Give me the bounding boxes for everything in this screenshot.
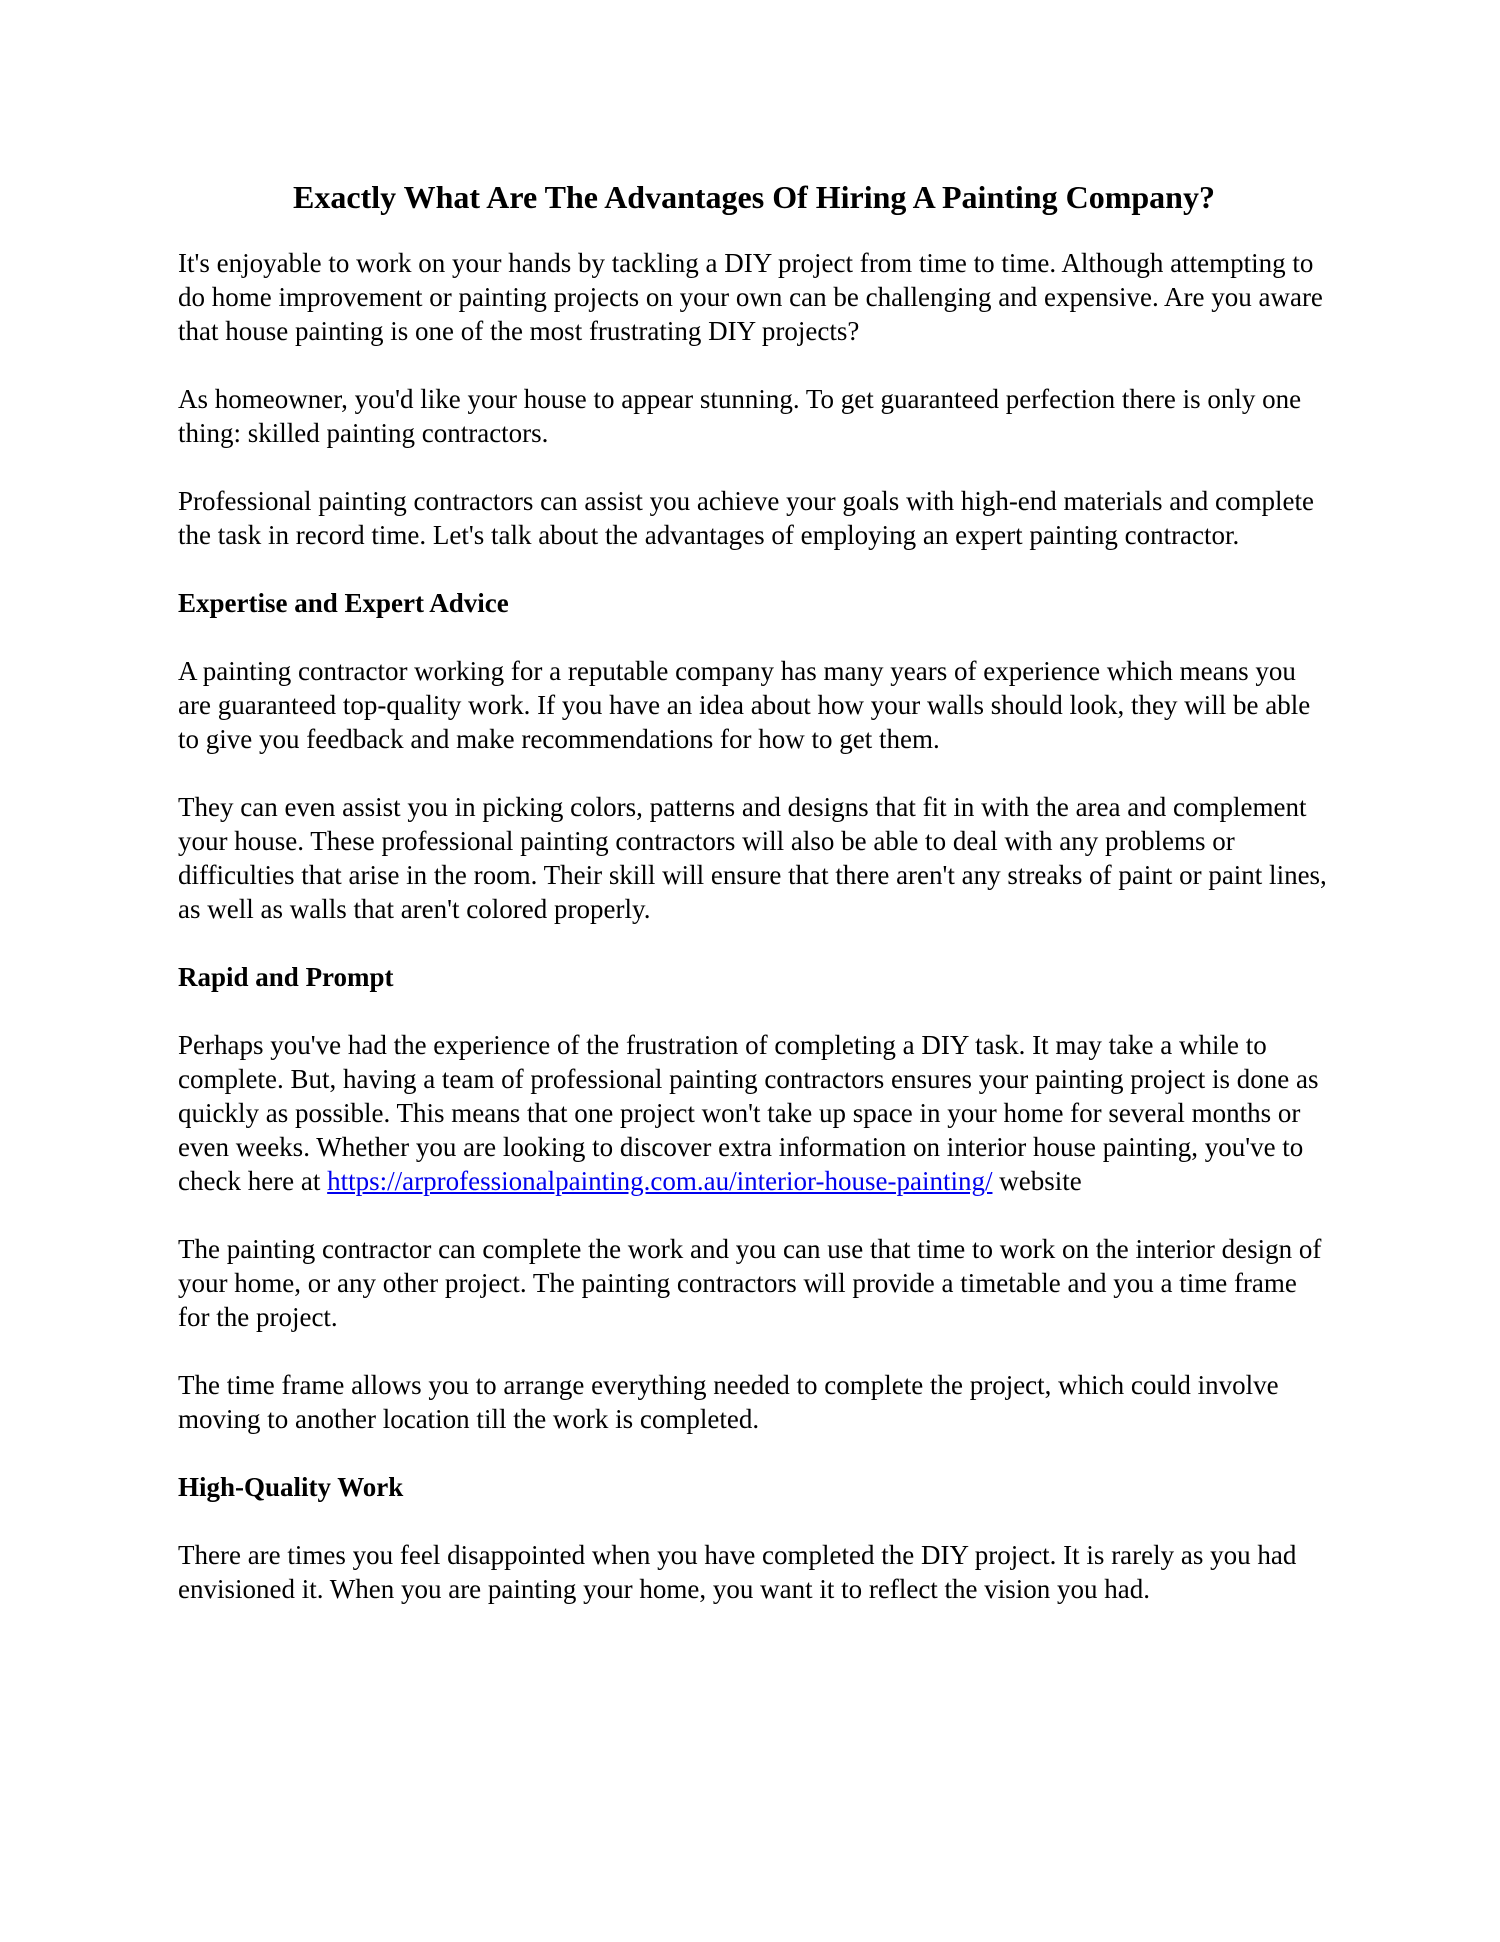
rapid-paragraph-1-text: Perhaps you've had the experience of the frustration of completing a DIY task. It may take a while to complete. But, having a team of professional painting contractors ensures your painting project is done as quickly as possible. This means that one project won't take up space in your home for several months or even weeks. Whether you are looking to discover extra information on interior house painting, you've to check here at: [178, 1030, 1319, 1197]
rapid-paragraph-1-after: website: [992, 1166, 1082, 1197]
expertise-paragraph-1: A painting contractor working for a reputable company has many years of experience which means you are guaranteed top-quality work. If you have an idea about how your walls should look, they will be able to give you feedback and make recommendations for how to get them.: [178, 656, 1311, 755]
section-heading-rapid: Rapid and Prompt: [178, 962, 394, 993]
quality-paragraph-1: There are times you feel disappointed when you have completed the DIY project. It is rarely as you had envisioned it. When you are painting your home, you want it to reflect the vision you had.: [178, 1540, 1297, 1605]
intro-paragraph-2: As homeowner, you'd like your house to appear stunning. To get guaranteed perfection there is only one thing: skilled painting contractors.: [178, 384, 1302, 449]
intro-paragraph-3: Professional painting contractors can assist you achieve your goals with high-end materials and complete the task in record time. Let's talk about the advantages of employing an expert painting contractor.: [178, 486, 1314, 551]
page-title: Exactly What Are The Advantages Of Hiring A Painting Company?: [293, 179, 1215, 215]
rapid-paragraph-1: [178, 1028, 1330, 1198]
section-heading-quality: High-Quality Work: [178, 1472, 404, 1503]
document-page: [178, 178, 1330, 1640]
intro-paragraph-1: It's enjoyable to work on your hands by tackling a DIY project from time to time. Although attempting to do home improvement or painting projects on your own can be challenging and expensive. Are you aware that house painting is one of the most frustrating DIY projects?: [178, 248, 1323, 347]
section-heading-expertise: Expertise and Expert Advice: [178, 588, 509, 619]
expertise-paragraph-2: They can even assist you in picking colors, patterns and designs that fit in with the area and complement your house. These professional painting contractors will also be able to deal with any problems or difficulties that arise in the room. Their skill will ensure that there aren't any streaks of paint or paint lines, as well as walls that aren't colored properly.: [178, 792, 1327, 925]
rapid-paragraph-2: The painting contractor can complete the work and you can use that time to work on the interior design of your home, or any other project. The painting contractors will provide a timetable and you a time frame for the project.: [178, 1234, 1322, 1333]
rapid-paragraph-3: The time frame allows you to arrange everything needed to complete the project, which could involve moving to another location till the work is completed.: [178, 1370, 1279, 1435]
interior-painting-link[interactable]: https://arprofessionalpainting.com.au/interior-house-painting/: [327, 1166, 993, 1197]
